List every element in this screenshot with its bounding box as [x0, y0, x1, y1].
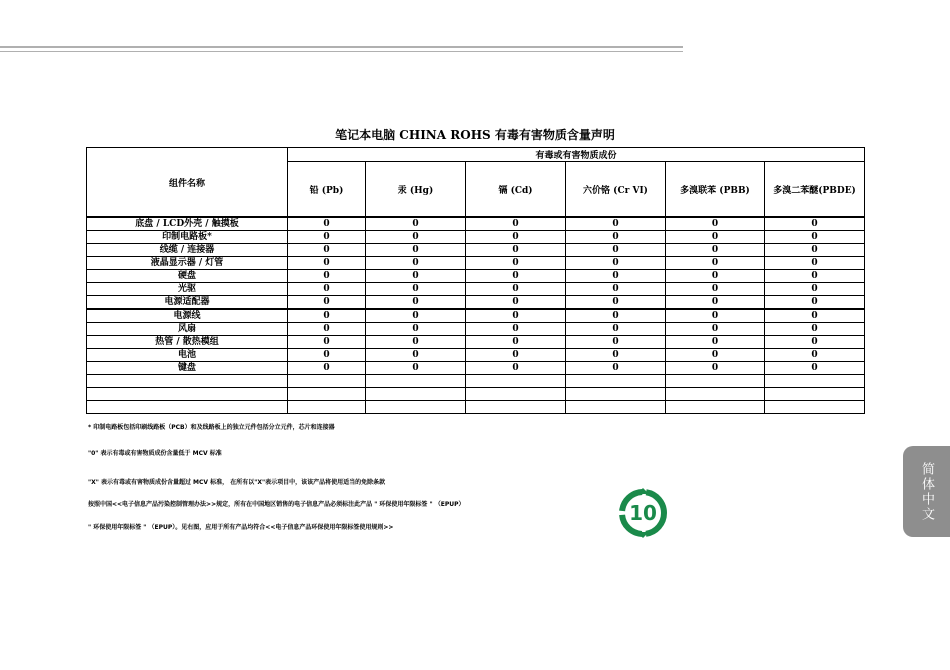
- substance-value: 0: [288, 362, 366, 375]
- substance-value: 0: [566, 336, 666, 349]
- component-header: 组件名称: [87, 148, 288, 218]
- substance-header: 多溴二苯醚(PBDE): [765, 162, 865, 218]
- blank-row: [87, 388, 865, 401]
- page-title: 笔记本电脑 CHINA ROHS 有毒有害物质含量声明: [335, 128, 615, 142]
- substance-value: 0: [366, 283, 466, 296]
- substance-value: 0: [366, 217, 466, 231]
- blank-cell: [765, 388, 865, 401]
- substance-value: 0: [765, 323, 865, 336]
- substance-value: 0: [366, 336, 466, 349]
- table-row: [87, 231, 865, 244]
- substance-value: 0: [666, 270, 765, 283]
- header-rule-thin: [0, 51, 683, 52]
- substance-value: 0: [666, 244, 765, 257]
- substance-value: 0: [666, 217, 765, 231]
- blank-row: [87, 401, 865, 414]
- substance-value: 0: [566, 349, 666, 362]
- note-epup: " 环保使用年限标签 " （EPUP）。见右图，应用于所有产品均符合<<电子信息产品环保使用年限标签使用规则>>: [88, 524, 394, 531]
- substance-value: 0: [366, 231, 466, 244]
- table-row: [87, 270, 865, 283]
- substance-value: 0: [366, 244, 466, 257]
- substance-value: 0: [466, 217, 566, 231]
- substance-value: 0: [666, 257, 765, 270]
- blank-cell: [566, 375, 666, 388]
- substance-value: 0: [666, 349, 765, 362]
- substance-value: 0: [566, 323, 666, 336]
- substance-value: 0: [666, 296, 765, 310]
- substance-value: 0: [366, 323, 466, 336]
- substance-value: 0: [765, 244, 865, 257]
- component-name: 电池: [87, 349, 288, 362]
- blank-cell: [87, 401, 288, 414]
- substance-group-header: 有毒或有害物质成份: [288, 148, 865, 162]
- substance-value: 0: [765, 349, 865, 362]
- substance-value: 0: [366, 270, 466, 283]
- component-name: 风扇: [87, 323, 288, 336]
- substance-value: 0: [288, 349, 366, 362]
- substance-value: 0: [666, 323, 765, 336]
- blank-cell: [466, 401, 566, 414]
- substance-value: 0: [288, 309, 366, 323]
- component-name: 键盘: [87, 362, 288, 375]
- substance-value: 0: [366, 362, 466, 375]
- substance-value: 0: [288, 283, 366, 296]
- substance-value: 0: [466, 336, 566, 349]
- table-row: [87, 296, 865, 310]
- blank-cell: [366, 401, 466, 414]
- substance-value: 0: [566, 257, 666, 270]
- substance-value: 0: [288, 217, 366, 231]
- component-name: 线缆 / 连接器: [87, 244, 288, 257]
- language-tab-label: 简体中文: [919, 461, 934, 522]
- substance-value: 0: [566, 296, 666, 310]
- blank-cell: [666, 388, 765, 401]
- substance-value: 0: [288, 270, 366, 283]
- substance-value: 0: [366, 349, 466, 362]
- substance-value: 0: [288, 257, 366, 270]
- substance-value: 0: [366, 296, 466, 310]
- table-row: [87, 217, 865, 231]
- blank-cell: [288, 388, 366, 401]
- substance-value: 0: [765, 257, 865, 270]
- substance-header: 多溴联苯 (PBB): [666, 162, 765, 218]
- epup-number: 10: [629, 501, 657, 525]
- blank-cell: [87, 388, 288, 401]
- substance-value: 0: [288, 231, 366, 244]
- table-row: [87, 309, 865, 323]
- substance-value: 0: [466, 270, 566, 283]
- substance-value: 0: [765, 362, 865, 375]
- substance-value: 0: [566, 362, 666, 375]
- substance-header: 汞 (Hg): [366, 162, 466, 218]
- blank-cell: [288, 375, 366, 388]
- blank-cell: [87, 375, 288, 388]
- component-name: 热管 / 散热模组: [87, 336, 288, 349]
- blank-cell: [566, 401, 666, 414]
- table-row: [87, 244, 865, 257]
- table-row: [87, 362, 865, 375]
- substance-value: 0: [466, 257, 566, 270]
- substance-value: 0: [566, 244, 666, 257]
- substance-value: 0: [666, 309, 765, 323]
- component-name: 电源线: [87, 309, 288, 323]
- blank-cell: [566, 388, 666, 401]
- substance-value: 0: [466, 349, 566, 362]
- substance-value: 0: [288, 323, 366, 336]
- table-row: [87, 336, 865, 349]
- component-name: 印制电路板*: [87, 231, 288, 244]
- table-row: [87, 257, 865, 270]
- substance-value: 0: [466, 323, 566, 336]
- substance-value: 0: [566, 283, 666, 296]
- component-name: 液晶显示器 / 灯管: [87, 257, 288, 270]
- substance-value: 0: [466, 244, 566, 257]
- substance-value: 0: [566, 217, 666, 231]
- substance-header: 镉 (Cd): [466, 162, 566, 218]
- blank-cell: [466, 375, 566, 388]
- substance-value: 0: [466, 309, 566, 323]
- substance-value: 0: [466, 296, 566, 310]
- note-pcb: * 印制电路板包括印刷线路板（PCB）和及线路板上的独立元件包括分立元件，芯片和连接器: [88, 424, 335, 431]
- substance-value: 0: [366, 257, 466, 270]
- rohs-table: [86, 147, 865, 414]
- substance-value: 0: [666, 362, 765, 375]
- blank-cell: [366, 375, 466, 388]
- note-x: "X" 表示有毒或有害物质成份含量超过 MCV 标准， 在所有以"X"表示项目中，该该产品将使用适当的免除条款: [88, 479, 386, 486]
- substance-value: 0: [466, 283, 566, 296]
- substance-value: 0: [666, 336, 765, 349]
- substance-value: 0: [765, 296, 865, 310]
- header-rule: [0, 46, 683, 48]
- note-zero: "0" 表示有毒或有害物质成份含量低于 MCV 标准: [88, 450, 222, 457]
- table-row: [87, 349, 865, 362]
- language-tab[interactable]: [903, 446, 950, 537]
- substance-header: 六价铬 (Cr VI): [566, 162, 666, 218]
- note-regulation: 按照中国<<电子信息产品污染控制管理办法>>规定，所有在中国地区销售的电子信息产品必须标注此产品 " 环保使用年限标签 " （EPUP）: [88, 501, 465, 508]
- substance-value: 0: [666, 231, 765, 244]
- blank-cell: [466, 388, 566, 401]
- component-name: 硬盘: [87, 270, 288, 283]
- table-row: [87, 323, 865, 336]
- substance-value: 0: [366, 309, 466, 323]
- blank-cell: [366, 388, 466, 401]
- substance-value: 0: [288, 336, 366, 349]
- blank-cell: [765, 401, 865, 414]
- substance-value: 0: [466, 362, 566, 375]
- substance-value: 0: [666, 283, 765, 296]
- substance-value: 0: [566, 270, 666, 283]
- substance-value: 0: [765, 217, 865, 231]
- substance-value: 0: [765, 231, 865, 244]
- blank-row: [87, 375, 865, 388]
- substance-value: 0: [288, 244, 366, 257]
- component-name: 光驱: [87, 283, 288, 296]
- substance-value: 0: [765, 309, 865, 323]
- substance-value: 0: [765, 336, 865, 349]
- substance-value: 0: [765, 283, 865, 296]
- component-name: 底盘 / LCD外壳 / 触摸板: [87, 217, 288, 231]
- substance-value: 0: [566, 309, 666, 323]
- table-row: [87, 283, 865, 296]
- blank-cell: [288, 401, 366, 414]
- substance-value: 0: [566, 231, 666, 244]
- blank-cell: [666, 375, 765, 388]
- component-name: 电源适配器: [87, 296, 288, 310]
- substance-value: 0: [466, 231, 566, 244]
- blank-cell: [666, 401, 765, 414]
- blank-cell: [765, 375, 865, 388]
- substance-value: 0: [288, 296, 366, 310]
- substance-value: 0: [765, 270, 865, 283]
- substance-header: 铅 (Pb): [288, 162, 366, 218]
- epup-recycle-icon: [618, 488, 668, 538]
